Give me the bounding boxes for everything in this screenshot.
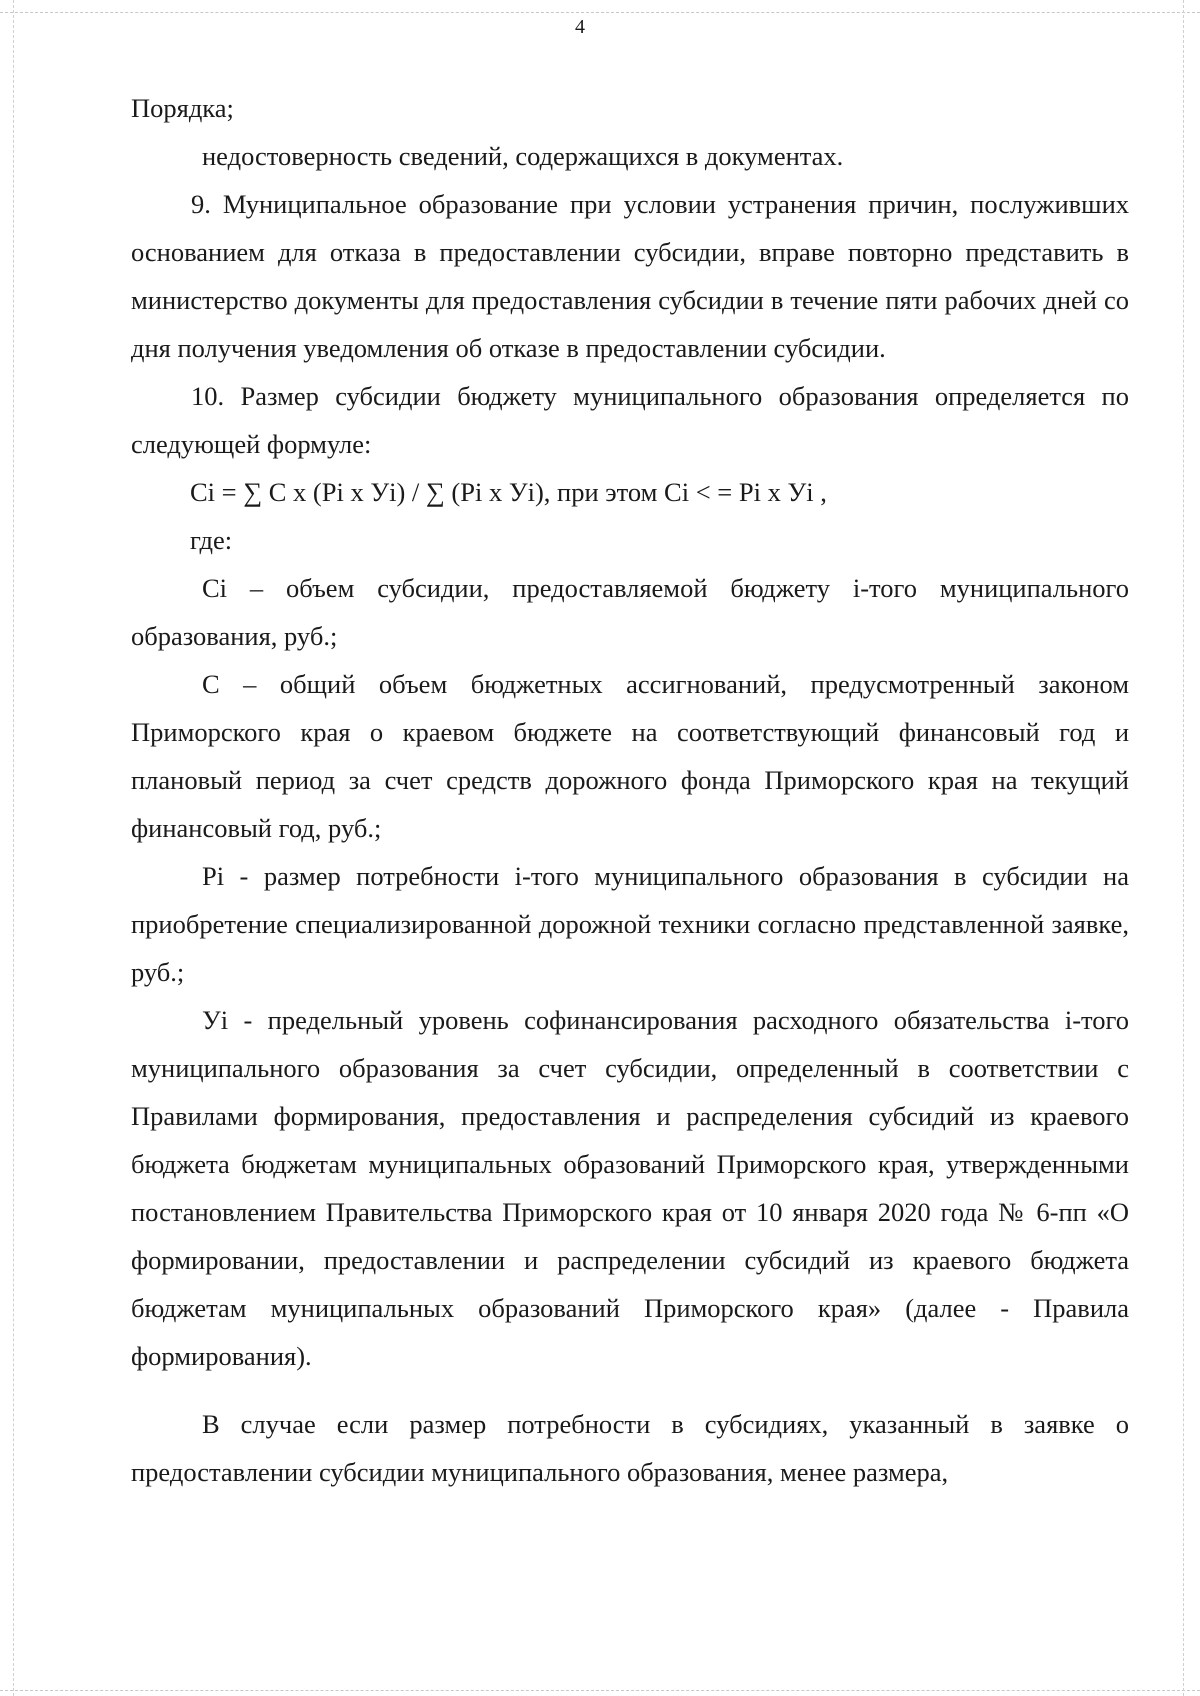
- paragraph-nedostovernost: недостоверность сведений, содержащихся в документах.: [202, 141, 844, 171]
- formula: Ci = ∑ С х (Pi х Уi) / ∑ (Pi х Уi), при этом Ci < = Pi х Уi ,: [190, 477, 827, 507]
- definition-pi: Pi - размер потребности i-того муниципального образования в субсидии на приобретение специализированной дорожной техники согласно представленной заявке, руб.;: [131, 861, 1129, 987]
- paragraph-9: 9. Муниципальное образование при условии устранения причин, послуживших основанием для отказа в предоставлении субсидии, вправе повторно представить в министерство документы для предоставления субсидии в течение пяти рабочих дней со дня получения уведомления об отказе в предоставлении субсидии.: [131, 189, 1129, 363]
- paragraph-v-sluchae: В случае если размер потребности в субсидиях, указанный в заявке о предоставлении субсидии муниципального образования, менее размера,: [131, 1409, 1129, 1487]
- definition-yi: Уi - предельный уровень софинансирования расходного обязательства i-того муниципального образования за счет субсидии, определенный в соответствии с Правилами формирования, предоставления и распределения субсидий из краевого бюджета бюджетам муниципальных образований Приморского края, утвержденными постановлением Правительства Приморского края от 10 января 2020 года № 6-пп «О формировании, предоставлении и распределении субсидий из краевого бюджета бюджетам муниципальных образований Приморского края» (далее - Правила формирования).: [131, 1005, 1129, 1371]
- definition-ci: Ci – объем субсидии, предоставляемой бюджету i-того муниципального образования, руб.;: [131, 573, 1129, 651]
- definition-c: С – общий объем бюджетных ассигнований, предусмотренный законом Приморского края о краевом бюджете на соответствующий финансовый год и плановый период за счет средств дорожного фонда Приморского края на текущий финансовый год, руб.;: [131, 669, 1129, 843]
- paragraph-gde: где:: [190, 525, 233, 555]
- page-number: 4: [575, 16, 585, 38]
- document-body: [131, 84, 1129, 1496]
- scan-edge-bottom: [0, 1690, 1200, 1693]
- paragraph-porjadka: Порядка;: [131, 93, 234, 123]
- scan-edge-right: [1183, 0, 1186, 1696]
- scan-edge-left: [13, 0, 16, 1696]
- paragraph-10: 10. Размер субсидии бюджету муниципального образования определяется по следующей формуле:: [131, 381, 1129, 459]
- scan-edge-top: [0, 12, 1200, 15]
